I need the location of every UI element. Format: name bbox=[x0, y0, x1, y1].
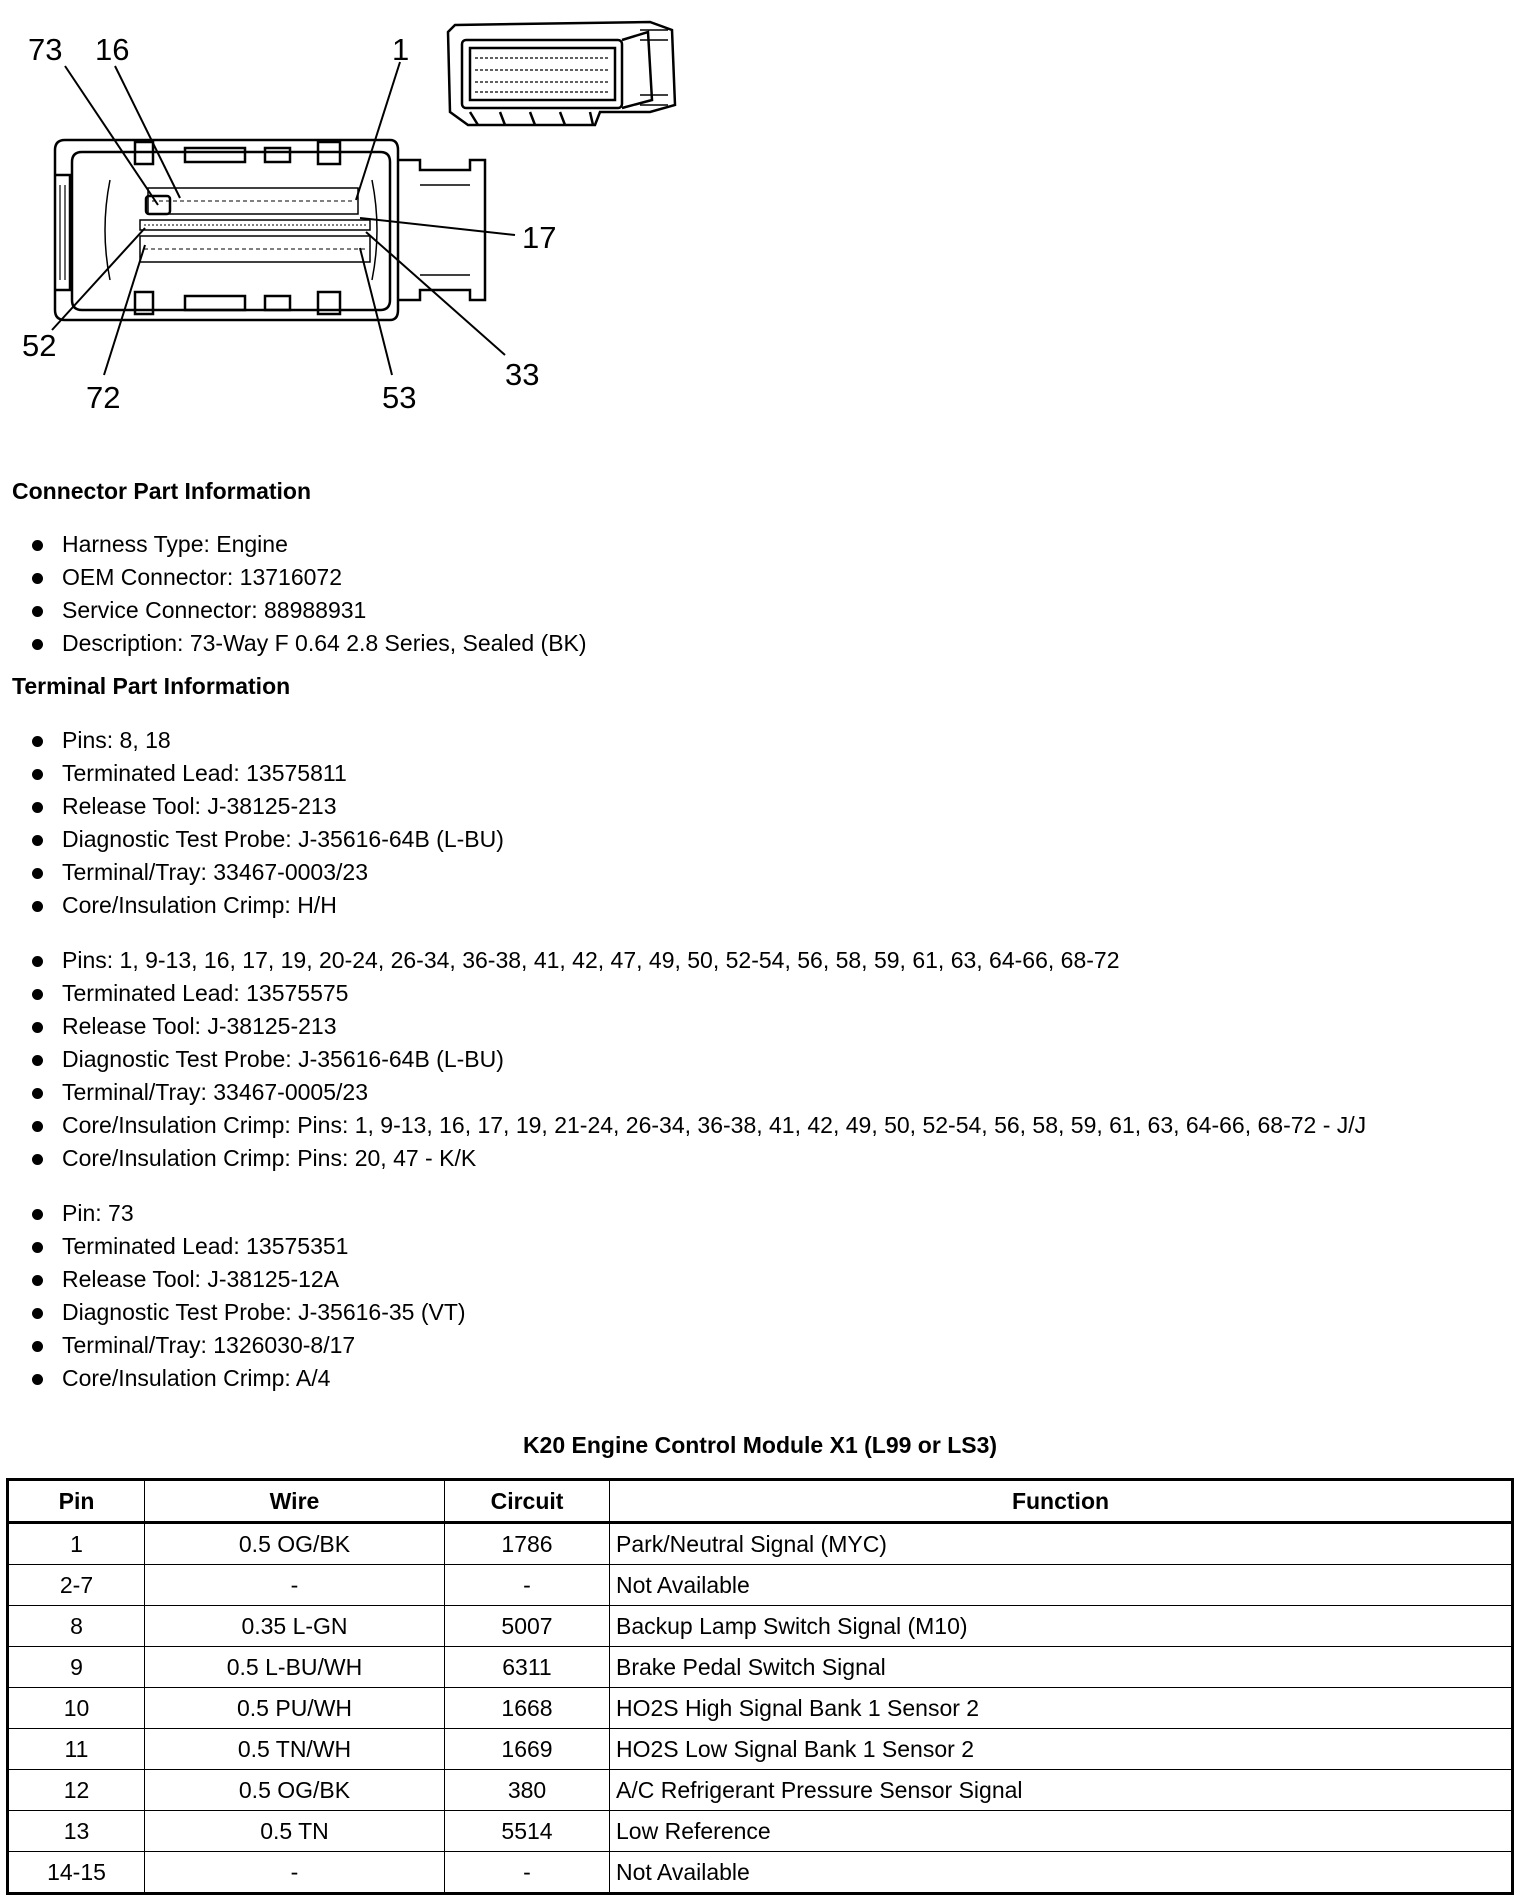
callout-53: 53 bbox=[382, 380, 417, 415]
header-pin: Pin bbox=[8, 1480, 145, 1523]
list-item: Core/Insulation Crimp: H/H bbox=[30, 889, 504, 922]
cell-wire: 0.5 OG/BK bbox=[145, 1770, 445, 1811]
leader-lines bbox=[52, 62, 515, 375]
list-item: Service Connector: 88988931 bbox=[30, 594, 587, 627]
connector-face bbox=[55, 140, 485, 320]
cell-function: Not Available bbox=[610, 1852, 1513, 1894]
list-item: Release Tool: J-38125-213 bbox=[30, 790, 504, 823]
cell-pin: 9 bbox=[8, 1647, 145, 1688]
callout-72: 72 bbox=[86, 380, 121, 415]
table-row bbox=[8, 1688, 1513, 1729]
cell-function: HO2S High Signal Bank 1 Sensor 2 bbox=[610, 1688, 1513, 1729]
header-function: Function bbox=[610, 1480, 1513, 1523]
cell-wire: 0.5 OG/BK bbox=[145, 1523, 445, 1565]
table-row bbox=[8, 1770, 1513, 1811]
cell-pin: 2-7 bbox=[8, 1565, 145, 1606]
cell-wire: 0.35 L-GN bbox=[145, 1606, 445, 1647]
connector-3d-view bbox=[448, 22, 675, 125]
cell-circuit: 6311 bbox=[445, 1647, 610, 1688]
table-row bbox=[8, 1811, 1513, 1852]
cell-wire: 0.5 TN/WH bbox=[145, 1729, 445, 1770]
table-row bbox=[8, 1523, 1513, 1565]
table-row bbox=[8, 1729, 1513, 1770]
list-item: Terminated Lead: 13575811 bbox=[30, 757, 504, 790]
table-row bbox=[8, 1606, 1513, 1647]
callout-52: 52 bbox=[22, 328, 57, 363]
cell-circuit: - bbox=[445, 1565, 610, 1606]
connector-info-heading: Connector Part Information bbox=[12, 478, 312, 504]
list-item: Core/Insulation Crimp: Pins: 20, 47 - K/K bbox=[30, 1142, 1366, 1175]
cell-circuit: 5007 bbox=[445, 1606, 610, 1647]
cell-function: Brake Pedal Switch Signal bbox=[610, 1647, 1513, 1688]
table-header-row bbox=[8, 1480, 1513, 1523]
cell-wire: 0.5 TN bbox=[145, 1811, 445, 1852]
list-item: OEM Connector: 13716072 bbox=[30, 561, 587, 594]
header-wire: Wire bbox=[145, 1480, 445, 1523]
cell-pin: 12 bbox=[8, 1770, 145, 1811]
cell-circuit: 380 bbox=[445, 1770, 610, 1811]
list-item: Release Tool: J-38125-213 bbox=[30, 1010, 1366, 1043]
table-title: K20 Engine Control Module X1 (L99 or LS3) bbox=[522, 1432, 998, 1458]
list-item: Terminated Lead: 13575351 bbox=[30, 1230, 466, 1263]
list-item: Terminal/Tray: 33467-0003/23 bbox=[30, 856, 504, 889]
table-row bbox=[8, 1852, 1513, 1894]
list-item: Release Tool: J-38125-12A bbox=[30, 1263, 466, 1296]
terminal-group-2 bbox=[30, 944, 1366, 1175]
connector-info-list bbox=[30, 528, 587, 660]
cell-wire: - bbox=[145, 1565, 445, 1606]
terminal-group-1 bbox=[30, 724, 504, 922]
cell-circuit: 1668 bbox=[445, 1688, 610, 1729]
callout-16: 16 bbox=[95, 32, 130, 67]
cell-circuit: 5514 bbox=[445, 1811, 610, 1852]
cell-circuit: - bbox=[445, 1852, 610, 1894]
list-item: Diagnostic Test Probe: J-35616-64B (L-BU) bbox=[30, 1043, 1366, 1076]
list-item: Core/Insulation Crimp: Pins: 1, 9-13, 16, 17, 19, 21-24, 26-34, 36-38, 41, 42, 49, 50, 52-54, 56, 58, 59, 61, 63, 64-66, 68-72 - J/J bbox=[30, 1109, 1366, 1142]
list-item: Pins: 1, 9-13, 16, 17, 19, 20-24, 26-34, 36-38, 41, 42, 47, 49, 50, 52-54, 56, 58, 59, 61, 63, 64-66, 68-72 bbox=[30, 944, 1366, 977]
callout-17: 17 bbox=[522, 220, 557, 255]
list-item: Diagnostic Test Probe: J-35616-35 (VT) bbox=[30, 1296, 466, 1329]
list-item: Diagnostic Test Probe: J-35616-64B (L-BU) bbox=[30, 823, 504, 856]
cell-wire: - bbox=[145, 1852, 445, 1894]
cell-pin: 10 bbox=[8, 1688, 145, 1729]
cell-circuit: 1669 bbox=[445, 1729, 610, 1770]
cell-pin: 14-15 bbox=[8, 1852, 145, 1894]
callout-73: 73 bbox=[28, 32, 63, 67]
callout-1: 1 bbox=[392, 32, 410, 67]
terminal-info-heading: Terminal Part Information bbox=[12, 673, 291, 699]
cell-pin: 8 bbox=[8, 1606, 145, 1647]
cell-pin: 13 bbox=[8, 1811, 145, 1852]
callout-33: 33 bbox=[505, 357, 540, 392]
list-item: Harness Type: Engine bbox=[30, 528, 587, 561]
terminal-group-3 bbox=[30, 1197, 466, 1395]
cell-function: Not Available bbox=[610, 1565, 1513, 1606]
list-item: Terminal/Tray: 33467-0005/23 bbox=[30, 1076, 1366, 1109]
list-item: Pin: 73 bbox=[30, 1197, 466, 1230]
cell-function: Park/Neutral Signal (MYC) bbox=[610, 1523, 1513, 1565]
pinout-table bbox=[6, 1478, 1514, 1895]
cell-pin: 11 bbox=[8, 1729, 145, 1770]
list-item: Pins: 8, 18 bbox=[30, 724, 504, 757]
cell-function: HO2S Low Signal Bank 1 Sensor 2 bbox=[610, 1729, 1513, 1770]
cell-circuit: 1786 bbox=[445, 1523, 610, 1565]
table-row bbox=[8, 1647, 1513, 1688]
cell-wire: 0.5 PU/WH bbox=[145, 1688, 445, 1729]
table-row bbox=[8, 1565, 1513, 1606]
list-item: Terminal/Tray: 1326030-8/17 bbox=[30, 1329, 466, 1362]
cell-function: Low Reference bbox=[610, 1811, 1513, 1852]
list-item: Terminated Lead: 13575575 bbox=[30, 977, 1366, 1010]
cell-pin: 1 bbox=[8, 1523, 145, 1565]
connector-diagram bbox=[0, 0, 720, 440]
cell-wire: 0.5 L-BU/WH bbox=[145, 1647, 445, 1688]
header-circuit: Circuit bbox=[445, 1480, 610, 1523]
list-item: Core/Insulation Crimp: A/4 bbox=[30, 1362, 466, 1395]
list-item: Description: 73-Way F 0.64 2.8 Series, Sealed (BK) bbox=[30, 627, 587, 660]
cell-function: A/C Refrigerant Pressure Sensor Signal bbox=[610, 1770, 1513, 1811]
cell-function: Backup Lamp Switch Signal (M10) bbox=[610, 1606, 1513, 1647]
